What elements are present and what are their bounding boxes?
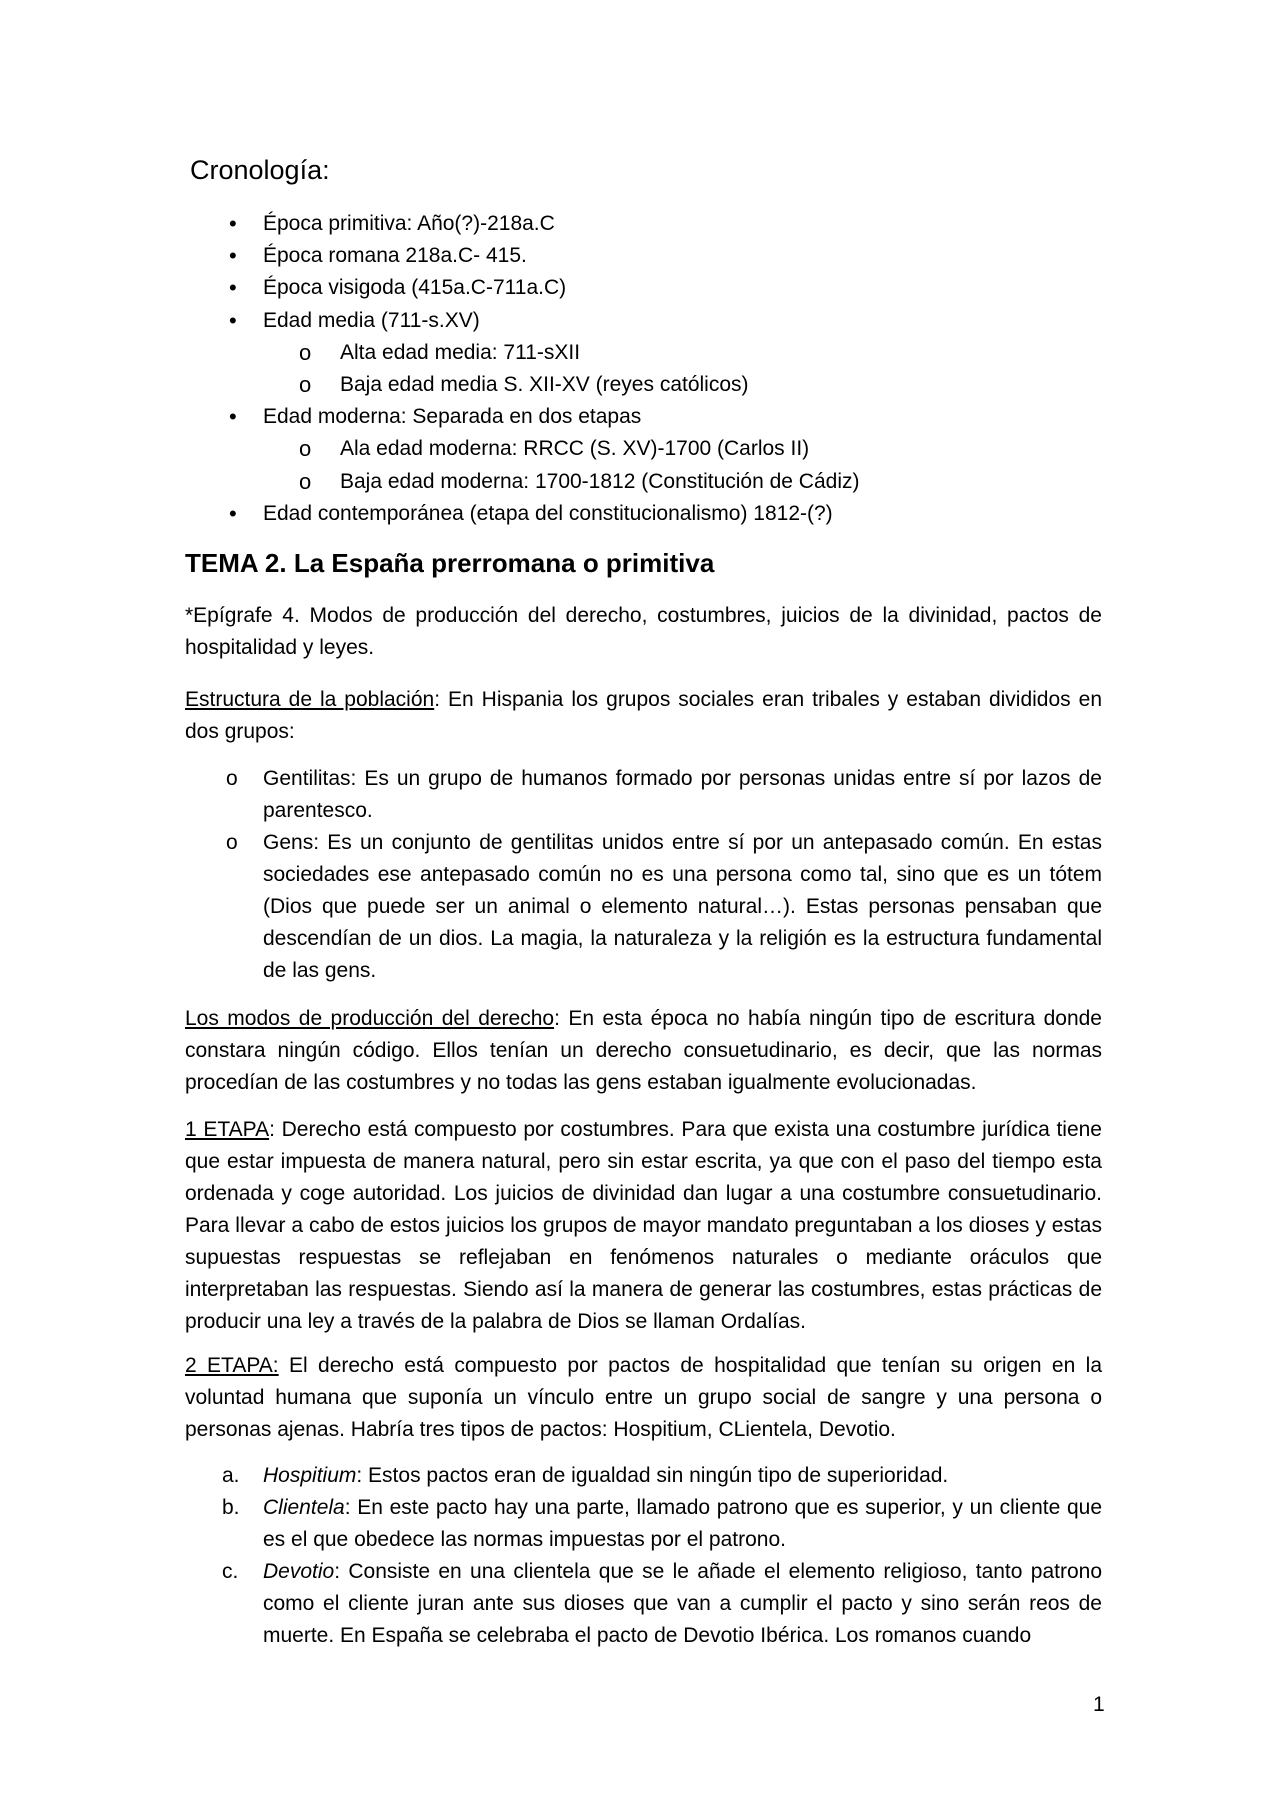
- etapa2-label: 2 ETAPA:: [185, 1354, 279, 1377]
- list-marker: b.: [222, 1496, 240, 1519]
- list-item: b. Clientela: En este pacto hay una parte, llamado patrono que es superior, y un cliente que es el que obedece las normas impuestas por el patrono.: [0, 1492, 1280, 1556]
- list-item: • Época primitiva: Año(?)-218a.C: [0, 208, 1280, 240]
- etapa1-paragraph: 1 ETAPA: Derecho está compuesto por costumbres. Para que exista una costumbre jurídica tiene que estar impuesta de manera natural, pero sin estar escrita, ya que con el paso del tiempo esta ordenada y coge autoridad. Los juicios de divinidad dan lugar a una costumbre consuetudinario. Para llevar a cabo de estos juicios los grupos de mayor mandato preguntaban a los dioses y estas supuestas respuestas se reflejaban en fenómenos naturales o mediante oráculos que interpretaban las respuestas. Siendo así la manera de generar las costumbres, estas prácticas de producir una ley a través de la palabra de Dios se llaman Ordalías.: [185, 1118, 1102, 1333]
- list-item: o Gens: Es un conjunto de gentilitas unidos entre sí por un antepasado común. En estas sociedades ese antepasado común no es una persona como tal, sino que es un tótem (Dios que puede ser un animal o elemento natural…). Estas personas pensaban que descendían de un dios. La magia, la naturaleza y la religión es la estructura fundamental de las gens.: [0, 827, 1280, 987]
- list-item: • Edad moderna: Separada en dos etapas: [0, 401, 1280, 433]
- etapa1-label: 1 ETAPA: [185, 1118, 270, 1141]
- grupos-list: [0, 763, 1280, 987]
- epigrafe-paragraph: *Epígrafe 4. Modos de producción del derecho, costumbres, juicios de la divinidad, pactos de hospitalidad y leyes.: [185, 604, 1102, 659]
- bullet-icon: •: [229, 211, 237, 236]
- bullet-icon: •: [229, 307, 237, 333]
- tema-title: TEMA 2. La España prerromana o primitiva: [185, 548, 715, 578]
- list-item: o Alta edad media: 711-sXII: [0, 337, 1280, 369]
- pacto-term: Hospitium: [263, 1464, 357, 1487]
- estructura-label: Estructura de la población: [185, 688, 435, 711]
- list-item: • Edad media (711-s.XV): [0, 305, 1280, 337]
- bullet-icon: •: [229, 275, 237, 301]
- sub-bullet-icon: o: [299, 371, 312, 397]
- list-item: • Edad contemporánea (etapa del constitucionalismo) 1812-(?): [0, 498, 1280, 530]
- list-marker: c.: [222, 1560, 239, 1583]
- etapa2-paragraph: 2 ETAPA: El derecho está compuesto por pactos de hospitalidad que tenían su origen en la voluntad humana que suponía un vínculo entre un grupo social de sangre y una persona o personas ajenas. Habría tres tipos de pactos: Hospitium, CLientela, Devotio.: [185, 1354, 1102, 1441]
- sub-bullet-icon: o: [226, 767, 238, 790]
- sub-bullet-icon: o: [226, 831, 238, 854]
- list-item: o Ala edad moderna: RRCC (S. XV)-1700 (Carlos II): [0, 433, 1280, 465]
- sub-bullet-icon: o: [299, 468, 312, 494]
- list-item: o Baja edad media S. XII-XV (reyes católicos): [0, 369, 1280, 401]
- bullet-icon: •: [229, 243, 237, 269]
- list-item: • Época romana 218a.C- 415.: [0, 240, 1280, 272]
- sub-bullet-icon: o: [299, 339, 312, 365]
- list-item: a. Hospitium: Estos pactos eran de igualdad sin ningún tipo de superioridad.: [0, 1460, 1280, 1492]
- estructura-paragraph: Estructura de la población: En Hispania los grupos sociales eran tribales y estaban divididos en dos grupos:: [185, 688, 1102, 743]
- pactos-list: [0, 1460, 1280, 1652]
- sub-bullet-icon: o: [299, 436, 312, 462]
- list-marker: a.: [222, 1464, 240, 1487]
- modos-label: Los modos de producción del derecho: [185, 1007, 555, 1030]
- bullet-icon: •: [229, 404, 237, 430]
- list-item: o Baja edad moderna: 1700-1812 (Constitución de Cádiz): [0, 466, 1280, 498]
- pacto-term: Clientela: [263, 1496, 345, 1519]
- bullet-icon: •: [229, 500, 237, 526]
- cronologia-heading: Cronología:: [190, 155, 330, 185]
- list-item: • Época visigoda (415a.C-711a.C): [0, 272, 1280, 304]
- page-number: 1: [1093, 1693, 1105, 1716]
- pacto-term: Devotio: [263, 1560, 335, 1583]
- list-item: c. Devotio: Consiste en una clientela que se le añade el elemento religioso, tanto patrono como el cliente juran ante sus dioses que van a cumplir el pacto y sino serán reos de muerte. En España se celebraba el pacto de Devotio Ibérica. Los romanos cuando: [0, 1556, 1280, 1652]
- cronologia-list: [0, 208, 1280, 530]
- list-item: o Gentilitas: Es un grupo de humanos formado por personas unidas entre sí por lazos de parentesco.: [0, 763, 1280, 827]
- modos-paragraph: Los modos de producción del derecho: En esta época no había ningún tipo de escritura donde constara ningún código. Ellos tenían un derecho consuetudinario, es decir, que las normas procedían de las costumbres y no todas las gens estaban igualmente evolucionadas.: [185, 1007, 1102, 1094]
